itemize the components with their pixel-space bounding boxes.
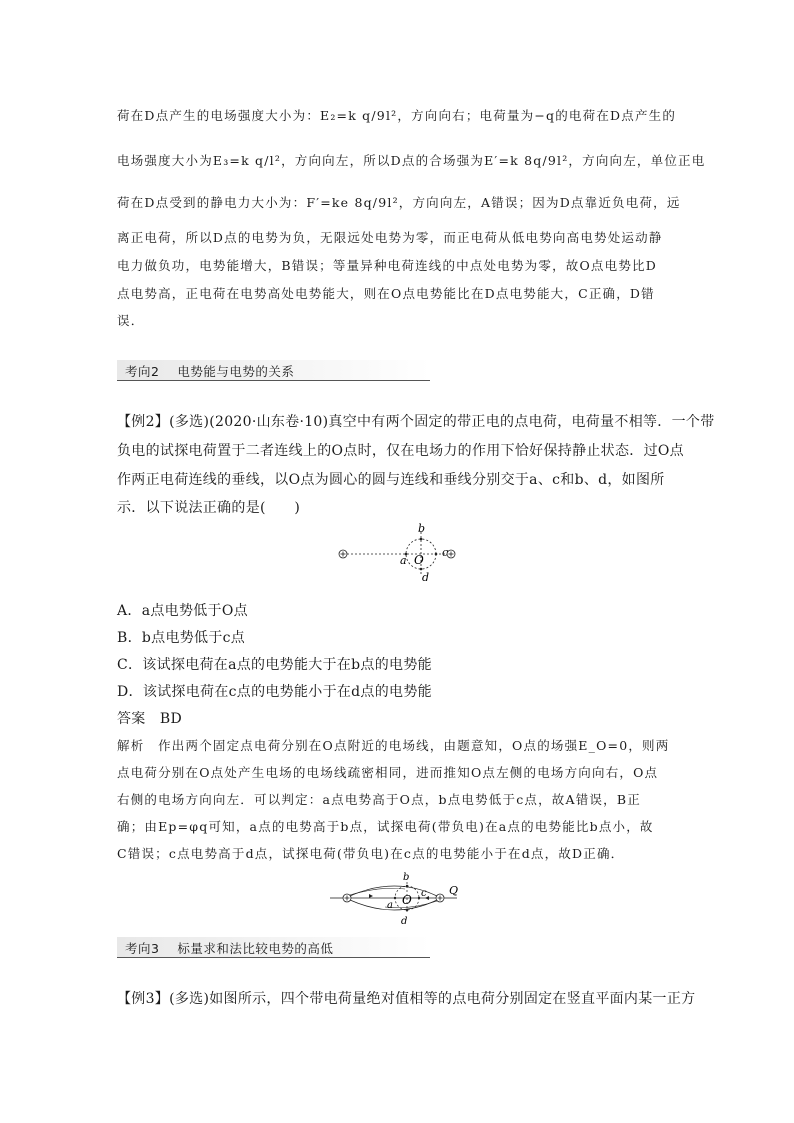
fig2-label-O: O	[402, 893, 412, 907]
question-line: 【例2】(多选)(2020·山东卷·10)真空中有两个固定的带正电的点电荷，电荷量不相等．一个带	[117, 414, 715, 430]
label-d: d	[422, 571, 430, 584]
figure-charges-circle	[330, 518, 470, 588]
section-label: 考向3	[125, 941, 160, 956]
analysis-line: 点电荷分别在O点处产生电场的电场线疏密相同，进而推知O点左侧的电场方向向右，O点	[117, 765, 659, 780]
text-line: 荷在D点受到的静电力大小为：F′=ke 8q/9l²，方向向左，A错误；因为D点靠近负电荷，远	[117, 195, 681, 210]
section-heading-text	[125, 939, 333, 957]
answer-label: 答案	[117, 711, 146, 727]
text-line: 电场强度大小为E₃=k q/l²，方向向左，所以D点的合场强为E′=k 8q/9l²，方向向左，单位正电	[117, 153, 706, 168]
section-title: 标量求和法比较电势的高低	[177, 941, 334, 956]
analysis-line: 右侧的电场方向向左．可以判定：a点电势高于O点，b点电势低于c点，故A错误，B正	[117, 792, 641, 807]
fig2-label-Q: Q	[449, 884, 459, 897]
analysis-line: 解析 作出两个固定点电荷分别在O点附近的电场线，由题意知，O点的场强E_O=0，则两	[117, 738, 670, 753]
label-b: b	[418, 522, 426, 535]
text-line: 离正电荷，所以D点的电势为负，无限远处电势为零，而正电荷从低电势向高电势处运动静	[117, 230, 663, 245]
answer-line	[117, 708, 682, 728]
section-title: 电势能与电势的关系	[177, 364, 295, 379]
section-heading	[117, 360, 430, 381]
text-line: 点电势高，正电荷在电势高处电势能大，则在O点电势能比在D点电势能大，C正确，D错	[117, 286, 655, 301]
option-d: D．该试探电荷在c点的电势能小于在d点的电势能	[117, 684, 432, 700]
fig2-label-c: c	[421, 888, 427, 899]
text-line: 荷在D点产生的电场强度大小为：E₂=k q/9l²，方向向右；电荷量为−q的电荷在D点产生的	[117, 108, 677, 123]
label-O: O	[414, 553, 424, 567]
text-line: 电力做负功，电势能增大，B错误；等量异种电荷连线的中点处电势为零，故O点电势比D	[117, 258, 657, 273]
option-b: B．b点电势低于c点	[117, 630, 246, 646]
fig2-label-b: b	[403, 872, 410, 883]
section-heading-text	[125, 362, 294, 380]
text-line: 误．	[117, 313, 145, 328]
fig2-label-d: d	[401, 916, 408, 926]
label-c: c	[442, 546, 449, 559]
option-c: C．该试探电荷在a点的电势能大于在b点的电势能	[117, 657, 432, 673]
label-a: a	[400, 554, 407, 567]
section-heading	[117, 937, 430, 958]
analysis-line: C错误；c点电势高于d点，试探电荷(带负电)在c点的电势能小于在d点，故D正确．	[117, 846, 625, 861]
figure-field-lines	[325, 868, 470, 926]
answer-value: BD	[159, 711, 182, 727]
analysis-line: 确；由Ep=φq可知，a点的电势高于b点，试探电荷(带负电)在a点的电势能比b点小，故	[117, 819, 654, 834]
option-a: A．a点电势低于O点	[117, 603, 248, 619]
fig2-label-a: a	[387, 900, 393, 911]
example-3-line: 【例3】(多选)如图所示，四个带电荷量绝对值相等的点电荷分别固定在竖直平面内某一正方	[117, 991, 696, 1007]
question-line: 示．以下说法正确的是( )	[117, 500, 301, 516]
section-label: 考向2	[125, 364, 160, 379]
question-line: 负电的试探电荷置于二者连线上的O点时，仅在电场力的作用下恰好保持静止状态．过O点	[117, 443, 684, 459]
question-line: 作两正电荷连线的垂线，以O点为圆心的圆与连线和垂线分别交于a、c和b、d，如图所	[117, 472, 665, 488]
